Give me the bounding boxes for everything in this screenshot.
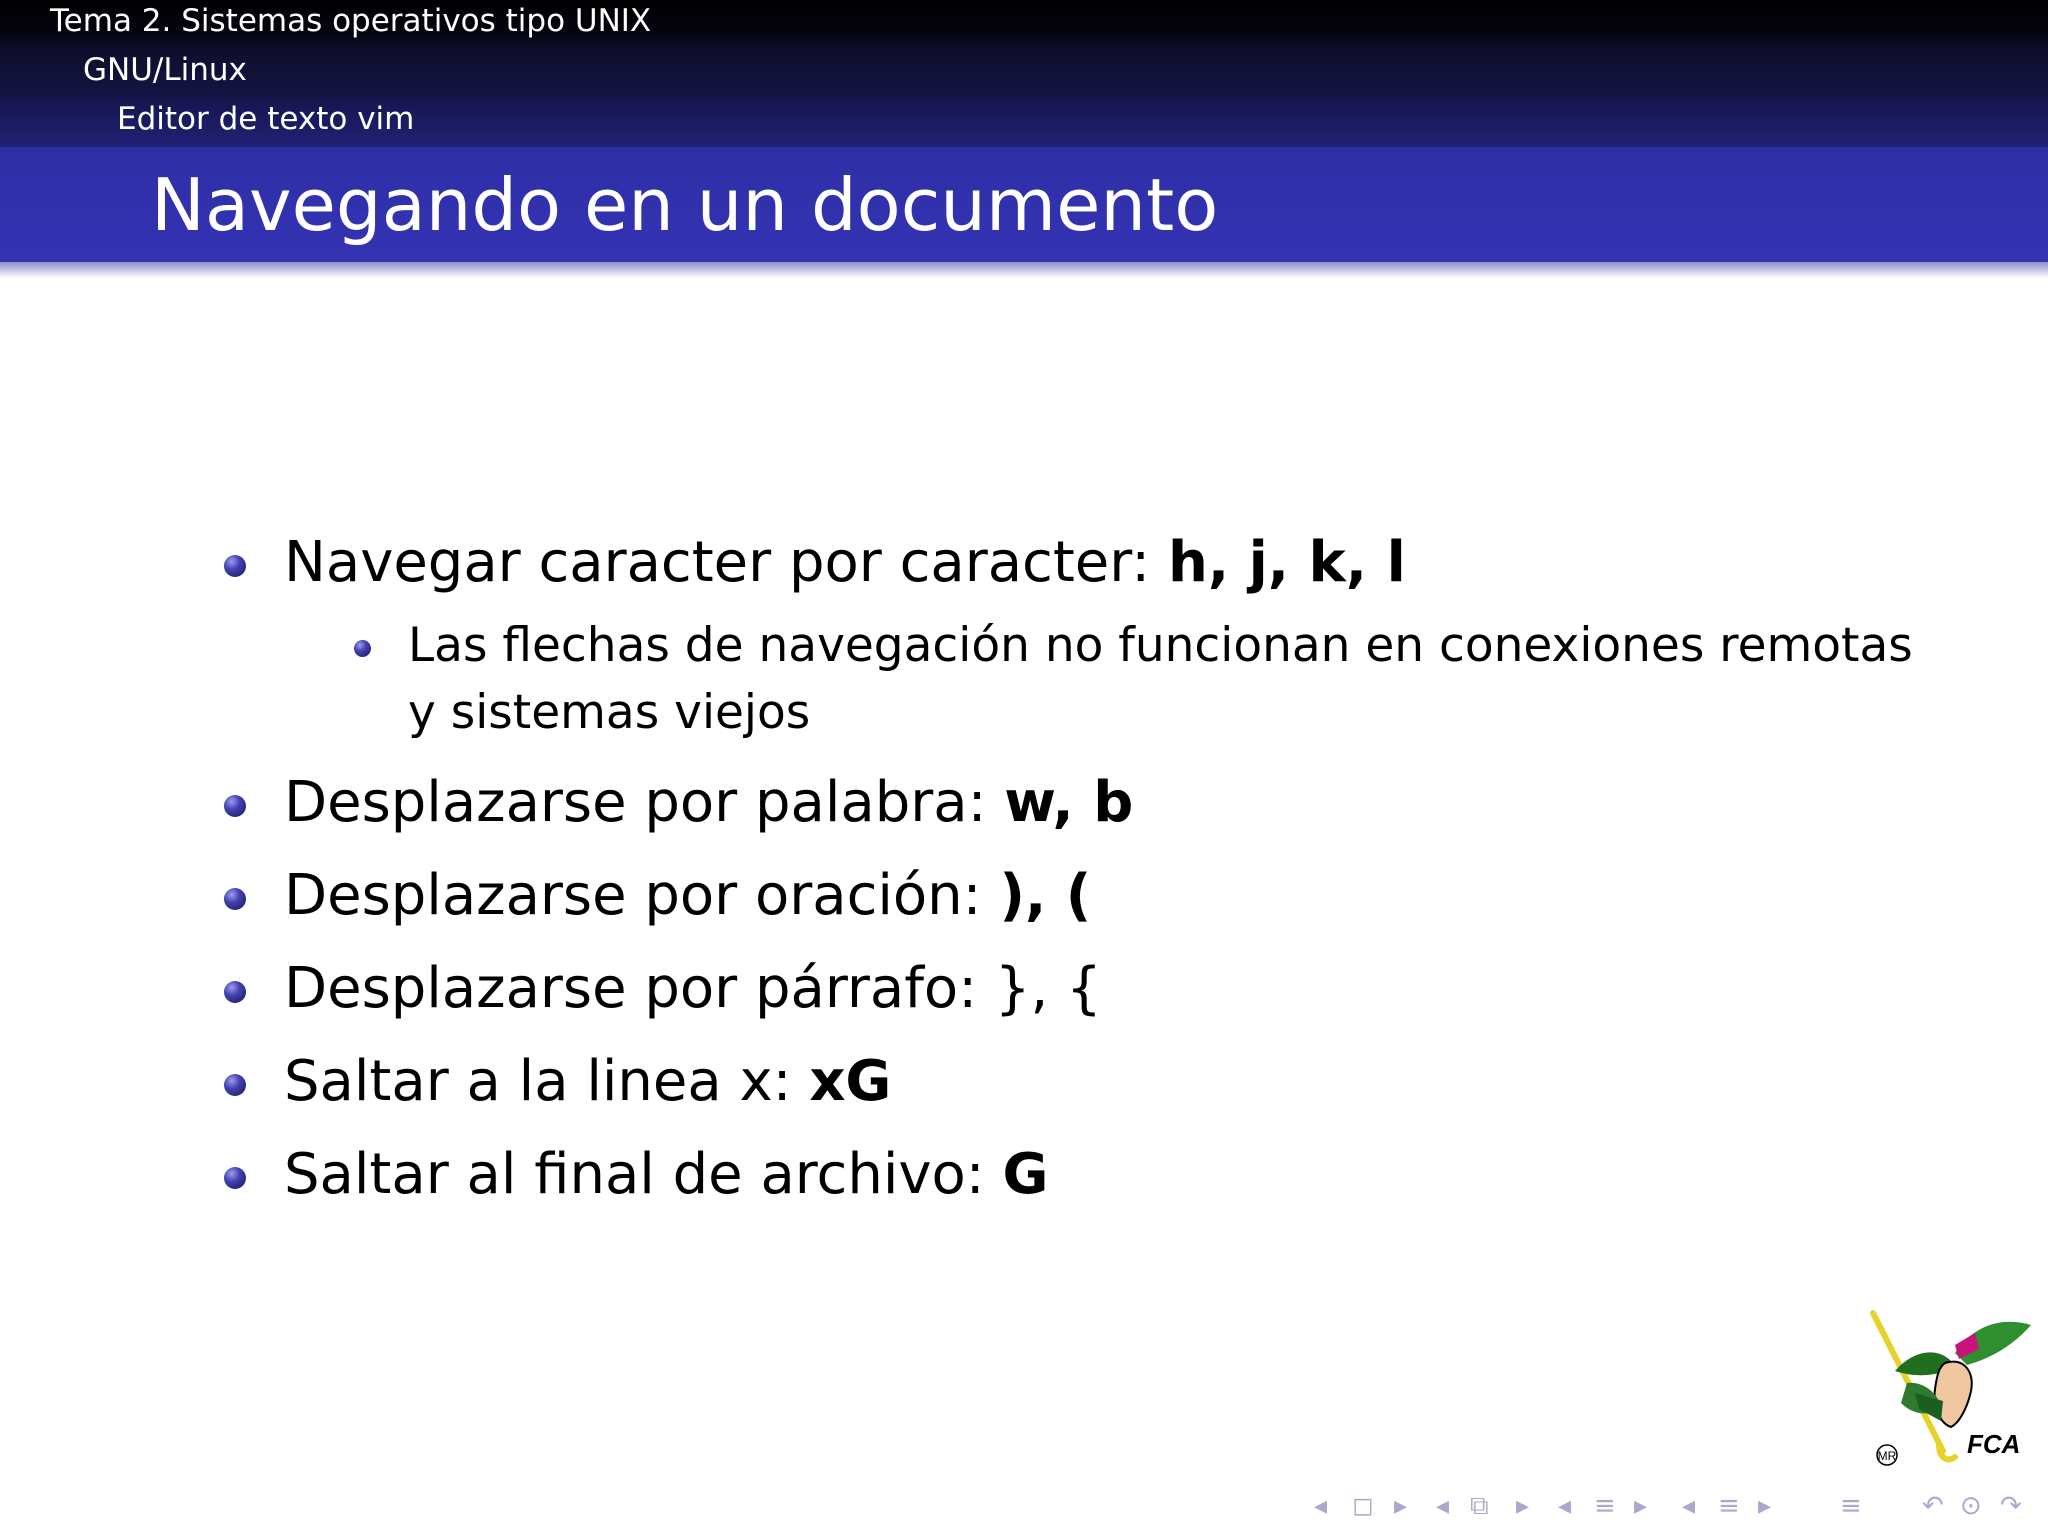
bullet-icon	[224, 1167, 246, 1189]
nav-next-subsection-icon[interactable]: ▸	[1634, 1491, 1648, 1521]
title-shadow	[0, 262, 2048, 278]
item-keys: h, j, k, l	[1167, 530, 1406, 595]
item-text: Desplazarse por párrafo:	[284, 956, 995, 1021]
nav-prev-subsection-icon[interactable]: ◂	[1558, 1491, 1572, 1521]
nav-next-section-icon[interactable]: ▸	[1758, 1491, 1772, 1521]
nav-prev-frame-icon[interactable]: ◂	[1314, 1491, 1328, 1521]
bullet-icon	[224, 795, 246, 817]
logo-mark: MR	[1877, 1449, 1897, 1463]
subsubsection-header[interactable]	[0, 98, 2048, 147]
item-text: Navegar caracter por caracter:	[284, 530, 1168, 595]
section-title[interactable]: Tema 2. Sistemas operativos tipo UNIX	[50, 3, 652, 39]
frame-title-bar	[0, 147, 2048, 262]
bullet-icon	[224, 1074, 246, 1096]
nav-slide-icon[interactable]: ⧉	[1470, 1491, 1489, 1521]
item-keys: }, {	[994, 956, 1102, 1021]
fca-logo	[1855, 1305, 2035, 1475]
nav-frame-icon[interactable]: ◻	[1352, 1491, 1374, 1521]
nav-subsection-icon[interactable]: ≡	[1594, 1491, 1616, 1521]
sub-item-text: Las flechas de navegación no funcionan en conexiones remotas	[408, 618, 1913, 673]
item-text: Saltar a la linea x:	[284, 1049, 810, 1114]
sub-item-continuation: y sistemas viejos	[408, 685, 811, 740]
item-text: Desplazarse por palabra:	[284, 770, 1005, 835]
subsection-header[interactable]	[0, 49, 2048, 98]
subsection-title[interactable]: GNU/Linux	[83, 52, 247, 88]
item-keys: ), (	[999, 863, 1092, 928]
nav-section-icon[interactable]: ≡	[1718, 1491, 1740, 1521]
bullet-icon	[224, 555, 246, 577]
bullet-icon	[224, 888, 246, 910]
nav-back-icon[interactable]: ↶	[1922, 1491, 1944, 1521]
nav-next-frame-icon[interactable]: ▸	[1394, 1491, 1408, 1521]
nav-toc-icon[interactable]: ≡	[1840, 1491, 1862, 1521]
item-keys: xG	[809, 1049, 892, 1114]
sub-bullet-icon	[354, 640, 371, 657]
frame-title: Navegando en un documento	[151, 163, 1219, 247]
nav-prev-slide-icon[interactable]: ◂	[1436, 1491, 1450, 1521]
nav-prev-section-icon[interactable]: ◂	[1682, 1491, 1696, 1521]
beamer-navigation-symbols	[1310, 1491, 2040, 1521]
subsubsection-title[interactable]: Editor de texto vim	[117, 101, 415, 137]
item-keys: G	[1002, 1142, 1049, 1207]
logo-text: FCA	[1967, 1429, 2021, 1459]
nav-search-icon[interactable]: ⊙	[1960, 1491, 1982, 1521]
item-text: Saltar al final de archivo:	[284, 1142, 1003, 1207]
section-header[interactable]	[0, 0, 2048, 49]
bullet-icon	[224, 981, 246, 1003]
nav-next-slide-icon[interactable]: ▸	[1516, 1491, 1530, 1521]
item-text: Desplazarse por oración:	[284, 863, 1000, 928]
item-keys: w, b	[1004, 770, 1134, 835]
nav-forward-icon[interactable]: ↷	[2000, 1491, 2022, 1521]
